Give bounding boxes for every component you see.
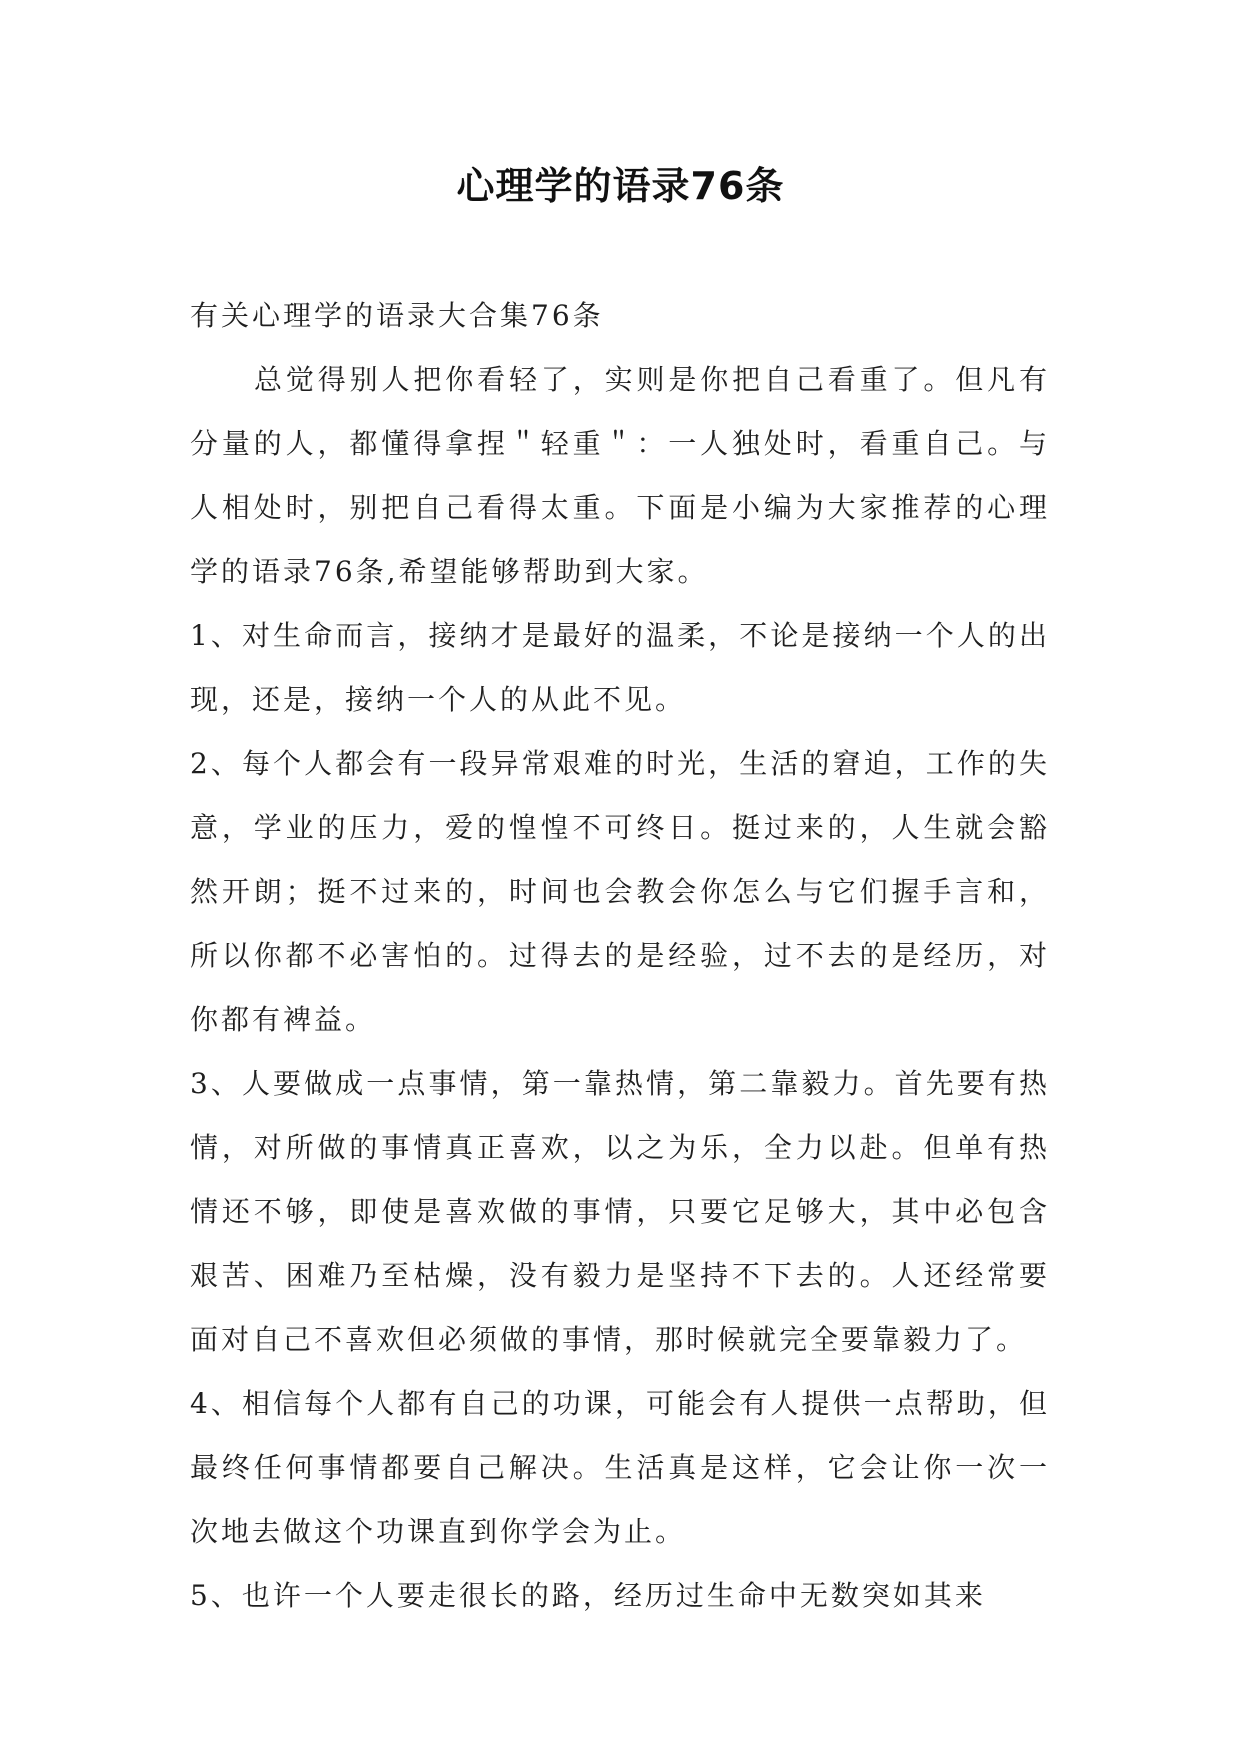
document-body bbox=[190, 284, 1050, 1628]
intro-paragraph: 总觉得别人把你看轻了，实则是你把自己看重了。但凡有分量的人，都懂得拿捏＂轻重＂：一人独处时，看重自己。与人相处时，别把自己看得太重。下面是小编为大家推荐的心理学的语录76条,希望能够帮助到大家。 bbox=[190, 363, 1050, 588]
quote-item-5: 5、也许一个人要走很长的路，经历过生命中无数突如其来 bbox=[190, 1579, 986, 1612]
document-subtitle: 有关心理学的语录大合集76条 bbox=[190, 299, 604, 332]
quote-item-3: 3、人要做成一点事情，第一靠热情，第二靠毅力。首先要有热情，对所做的事情真正喜欢，以之为乐，全力以赴。但单有热情还不够，即使是喜欢做的事情，只要它足够大，其中必包含艰苦、困难乃至枯燥，没有毅力是坚持不下去的。人还经常要面对自己不喜欢但必须做的事情，那时候就完全要靠毅力了。 bbox=[190, 1067, 1050, 1356]
document-title: 心理学的语录76条 bbox=[456, 164, 785, 208]
quote-item-1: 1、对生命而言，接纳才是最好的温柔，不论是接纳一个人的出现，还是，接纳一个人的从此不见。 bbox=[190, 619, 1050, 716]
quote-item-2: 2、每个人都会有一段异常艰难的时光，生活的窘迫，工作的失意，学业的压力，爱的惶惶不可终日。挺过来的，人生就会豁然开朗；挺不过来的，时间也会教会你怎么与它们握手言和，所以你都不必害怕的。过得去的是经验，过不去的是经历，对你都有裨益。 bbox=[190, 747, 1050, 1036]
quote-item-4: 4、相信每个人都有自己的功课，可能会有人提供一点帮助，但最终任何事情都要自己解决。生活真是这样，它会让你一次一次地去做这个功课直到你学会为止。 bbox=[190, 1387, 1050, 1548]
